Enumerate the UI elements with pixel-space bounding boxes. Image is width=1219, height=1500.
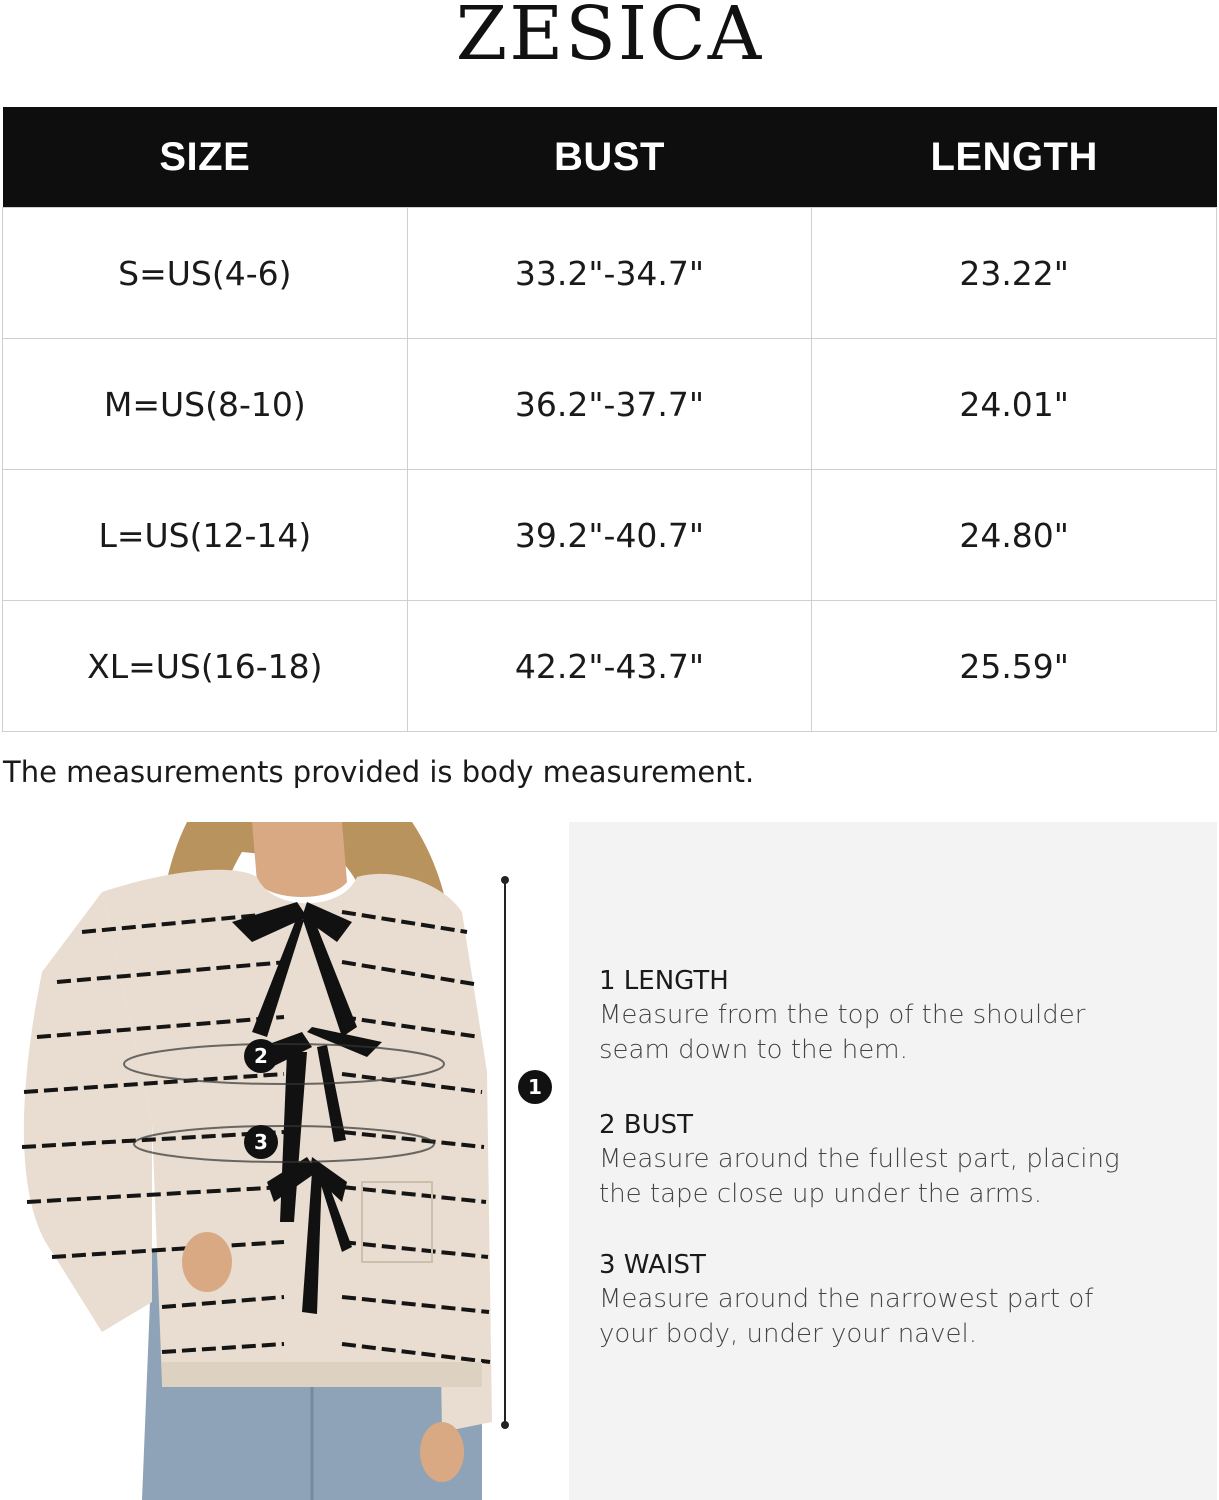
bust-marker: 2 xyxy=(244,1039,278,1073)
waist-marker: 3 xyxy=(244,1125,278,1159)
guide-desc-line: the tape close up under the arms. xyxy=(599,1179,1042,1209)
size-chart-table xyxy=(2,107,1217,732)
cell-bust: 36.2"-37.7" xyxy=(407,339,812,470)
header-size: SIZE xyxy=(3,107,408,208)
cell-size: L=US(12-14) xyxy=(3,470,408,601)
guide-desc-line: Measure around the fullest part, placing xyxy=(599,1144,1120,1174)
guide-title: 2 BUST xyxy=(599,1110,694,1140)
table-row xyxy=(3,601,1217,732)
measurement-guide-panel xyxy=(569,822,1217,1500)
guide-item-bust xyxy=(599,1108,1199,1212)
header-bust: BUST xyxy=(407,107,812,208)
length-line-top xyxy=(501,876,509,884)
cell-size: M=US(8-10) xyxy=(3,339,408,470)
guide-item-length xyxy=(599,964,1199,1068)
table-row xyxy=(3,208,1217,339)
cell-size: XL=US(16-18) xyxy=(3,601,408,732)
table-header-row xyxy=(3,107,1217,208)
brand-logo: ZESICA xyxy=(455,0,764,77)
cell-bust: 39.2"-40.7" xyxy=(407,470,812,601)
length-line-bottom xyxy=(501,1421,509,1429)
cell-size: S=US(4-6) xyxy=(3,208,408,339)
cell-bust: 33.2"-34.7" xyxy=(407,208,812,339)
guide-desc-line: Measure from the top of the shoulder xyxy=(599,1000,1086,1030)
guide-item-waist xyxy=(599,1248,1199,1352)
header-length: LENGTH xyxy=(812,107,1217,208)
guide-desc-line: your body, under your navel. xyxy=(599,1319,977,1349)
length-measure-line xyxy=(504,880,506,1425)
cell-length: 24.01" xyxy=(812,339,1217,470)
measurement-note: The measurements provided is body measurement. xyxy=(3,755,755,789)
cell-length: 24.80" xyxy=(812,470,1217,601)
model-illustration xyxy=(12,822,492,1500)
length-marker: 1 xyxy=(518,1070,552,1104)
guide-desc-line: Measure around the narrowest part of xyxy=(599,1284,1094,1314)
cell-length: 23.22" xyxy=(812,208,1217,339)
table-row xyxy=(3,339,1217,470)
cell-bust: 42.2"-43.7" xyxy=(407,601,812,732)
guide-desc-line: seam down to the hem. xyxy=(599,1035,908,1065)
cell-length: 25.59" xyxy=(812,601,1217,732)
guide-title: 1 LENGTH xyxy=(599,966,729,996)
model-photo xyxy=(12,822,492,1500)
table-row xyxy=(3,470,1217,601)
guide-title: 3 WAIST xyxy=(599,1250,706,1280)
